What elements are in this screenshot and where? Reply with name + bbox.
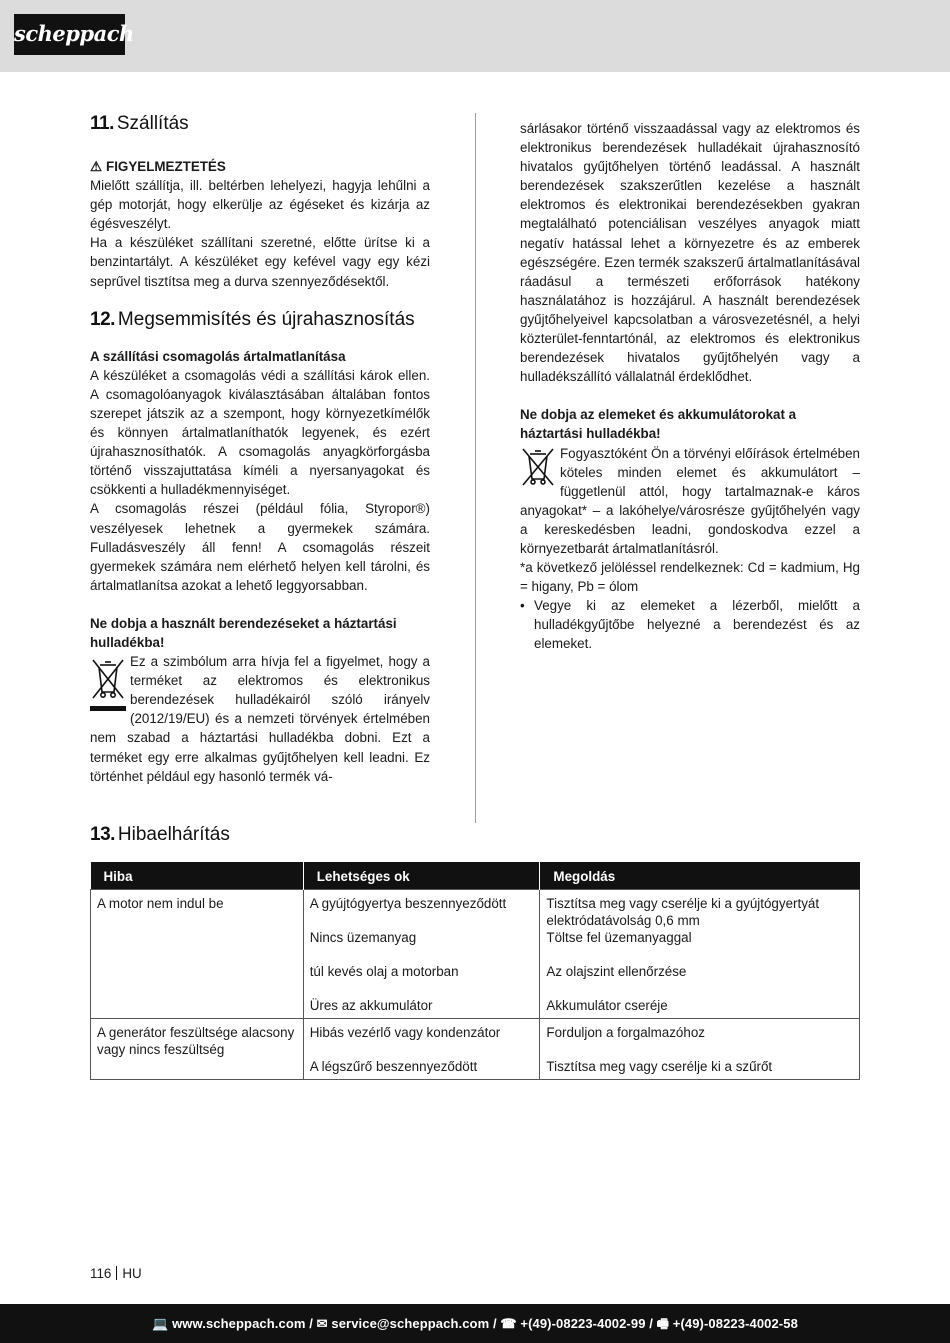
footer-phone: +(49)-08223-4002-99 — [520, 1316, 646, 1331]
warning-triangle-icon: ⚠ — [90, 159, 103, 174]
footer-email-link[interactable]: service@scheppach.com — [331, 1316, 490, 1331]
section-12-title-text: Megsemmisítés és újrahasznosítás — [117, 308, 415, 330]
page-language: HU — [122, 1266, 142, 1281]
packaging-heading: A szállítási csomagolás ártalmatlanítása — [90, 348, 346, 364]
packaging-paragraph-1: A készüléket a csomagolás védi a szállítási károk ellen. A csomagolóanyagok kiválasztásában általában fontos szerepet játszik az a szempont, hogy környezetkímélők és könnyen ártalmatlaníthatók legyenek, és ezért újrahasznosíthatók. A csomagolás anyagkörforgásba történő visszajuttatása kíméli a nyersanyagokat és csökkenti a hulladékmennyiséget. — [90, 367, 430, 498]
fault-text: A motor nem indul be — [97, 895, 224, 911]
battery-block — [520, 444, 860, 559]
battery-bullet-item: • Vegye ki az elemeket a lézerből, mielőtt a hulladékgyűjtőbe helyezné a berendezést és az elemeket. — [520, 596, 860, 653]
solution-text: Az olajszint ellenőrzése — [546, 963, 687, 979]
table-row — [91, 1018, 860, 1079]
section-11-number: 11. — [90, 113, 114, 134]
cause-cell — [303, 1018, 540, 1079]
warning-label: FIGYELMEZTETÉS — [106, 159, 226, 174]
cause-text: Hibás vezérlő vagy kondenzátor — [309, 1024, 501, 1040]
cause-text: túl kevés olaj a motorban — [309, 963, 459, 979]
table-header-cause: Lehetséges ok — [303, 862, 540, 889]
page-number-value: 116 — [90, 1266, 112, 1281]
battery-heading: Ne dobja az elemeket és akkumulátorokat a háztartási hulladékba! — [520, 407, 797, 442]
logo-text: scheppach — [14, 21, 134, 46]
weee-bar — [90, 706, 126, 711]
computer-icon: 💻 — [152, 1316, 169, 1331]
weee-heading: Ne dobja a használt berendezéseket a háztartási hulladékba! — [90, 615, 397, 650]
transport-paragraph-1: Mielőtt szállítja, ill. beltérben lehelyezi, hagyja lehűlni a gép motorját, hogy elkerülje az égéseket és kizárja az égésveszélyt. — [90, 178, 430, 232]
page-number — [90, 1265, 142, 1282]
footer-bar: 💻 www.scheppach.com / ✉ service@scheppach.com / ☎ +(49)-08223-4002-99 / 🖷 +(49)-08223-4002-58 — [0, 1304, 950, 1343]
solution-text: Töltse fel üzemanyaggal — [546, 929, 692, 945]
footer-website-link[interactable]: www.scheppach.com — [172, 1316, 306, 1331]
packaging-paragraph-2: A csomagolás részei (például fólia, Styropor®) veszélyesek lehetnek a gyermekek számára. Fulladásveszély áll fenn! A csomagolás részeit gyermekek számára nem elérhető helyen kell tárolni, és ártalmatlanítsa azokat a lehető leggyorsabban. — [90, 501, 430, 593]
fault-cell — [91, 1018, 304, 1079]
transport-paragraph-2: Ha a készüléket szállítani szeretné, előtte ürítse ki a benzintartályt. A készüléket egy kefével vagy egy kézi seprűvel tisztítsa meg a durva szennyeződésektől. — [90, 235, 430, 289]
solution-text: Tisztítsa meg vagy cserélje ki a gyújtógyertyát elektródatávolság 0,6 mm — [546, 895, 820, 928]
cause-text: A gyújtógyertya beszennyeződött — [309, 895, 507, 911]
footer-fax: +(49)-08223-4002-58 — [672, 1316, 798, 1331]
solution-text: Forduljon a forgalmazóhoz — [546, 1024, 705, 1040]
column-divider — [475, 113, 476, 823]
right-column — [520, 119, 860, 654]
table-header-fault: Hiba — [91, 862, 304, 889]
mail-icon: ✉ — [316, 1316, 328, 1331]
fax-icon: 🖷 — [656, 1316, 670, 1331]
warning-heading — [90, 157, 430, 176]
section-11-title-text: Szállítás — [116, 113, 189, 134]
table-header-solution: Megoldás — [540, 862, 860, 889]
header-bar — [0, 0, 950, 72]
solution-text: Akkumulátor cseréje — [546, 997, 668, 1013]
battery-note: *a következő jelöléssel rendelkeznek: Cd = kadmium, Hg = higany, Pb = ólom — [520, 560, 860, 595]
battery-bullet-list — [520, 596, 860, 653]
troubleshooting-table — [90, 862, 860, 1080]
section-13-title-text: Hibaelhárítás — [117, 824, 230, 845]
solution-cell — [540, 889, 860, 1018]
section-12-number: 12. — [90, 308, 115, 330]
table-header-row — [91, 862, 860, 889]
section-13-title — [90, 823, 230, 847]
solution-text: Tisztítsa meg vagy cserélje ki a szűrőt — [546, 1058, 773, 1074]
table-row — [91, 889, 860, 1018]
brand-logo — [14, 14, 134, 55]
weee-block — [90, 652, 430, 786]
solution-cell — [540, 1018, 860, 1079]
cause-text: A légszűrő beszennyeződött — [309, 1058, 478, 1074]
battery-crossed-bin-icon — [520, 445, 558, 489]
weee-paragraph-left: Ez a szimbólum arra hívja fel a figyelmet, hogy a terméket az elektromos és elektronikus berendezések hulladékairól szóló irányelv (2012/19/EU) és a nemzeti törvények értelmében nem szabad a háztartási hulladékba dobni. Ezt a terméket egy erre alkalmas gyűjtőhelyen kell leadni. Ez történhet például egy hasonló termék vá- — [90, 654, 430, 784]
cause-text: Üres az akkumulátor — [309, 997, 433, 1013]
section-12-title — [90, 308, 430, 332]
cause-text: Nincs üzemanyag — [309, 929, 417, 945]
cause-cell — [303, 889, 540, 1018]
battery-paragraph: Fogyasztóként Ön a törvényi előírások értelmében köteles minden elemet és akkumulátort – függetlenül attól, hogy tartalmaznak-e káros anyagokat* – a lakóhelye/városrésze gyűjtőhelyén vagy a kereskedésben leadni, gondoskodva ezzel a környezetbarát ártalmatlanításról. — [520, 445, 860, 556]
phone-icon: ☎ — [500, 1316, 517, 1331]
crossed-bin-icon — [90, 654, 128, 714]
fault-text: A generátor feszültsége alacsony vagy nincs feszültség — [97, 1024, 295, 1057]
section-13-number: 13. — [90, 824, 115, 845]
section-11-title — [90, 112, 430, 136]
weee-paragraph-right: sárlásakor történő visszaadással vagy az elektromos és elektronikus berendezések hulladékait újrahasznosító hivatalos gyűjtőhelyen történő leadással. A használt berendezések szakszerűtlen kezelése a használt elektromos és elektronikai berendezésekben gyakran megtalálható potenciálisan veszélyes anyagok miatt negatív hatással lehet a környezetre és az emberek egészségére. Ezen termék szakszerű ártalmatlanításával ráadásul a természeti erőforrások hatékony használatához is hozzájárul. A használt berendezések gyűjtőhelyeivel kapcsolatban a városvezetésnél, a helyi közterület-fenntartónál, az elektromos és elektronikus berendezések hivatalos gyűjtőhelyén vagy a hulladékszállító vállalatnál érdeklődhet. — [520, 121, 860, 385]
left-column — [90, 112, 430, 786]
fault-cell — [91, 889, 304, 1018]
